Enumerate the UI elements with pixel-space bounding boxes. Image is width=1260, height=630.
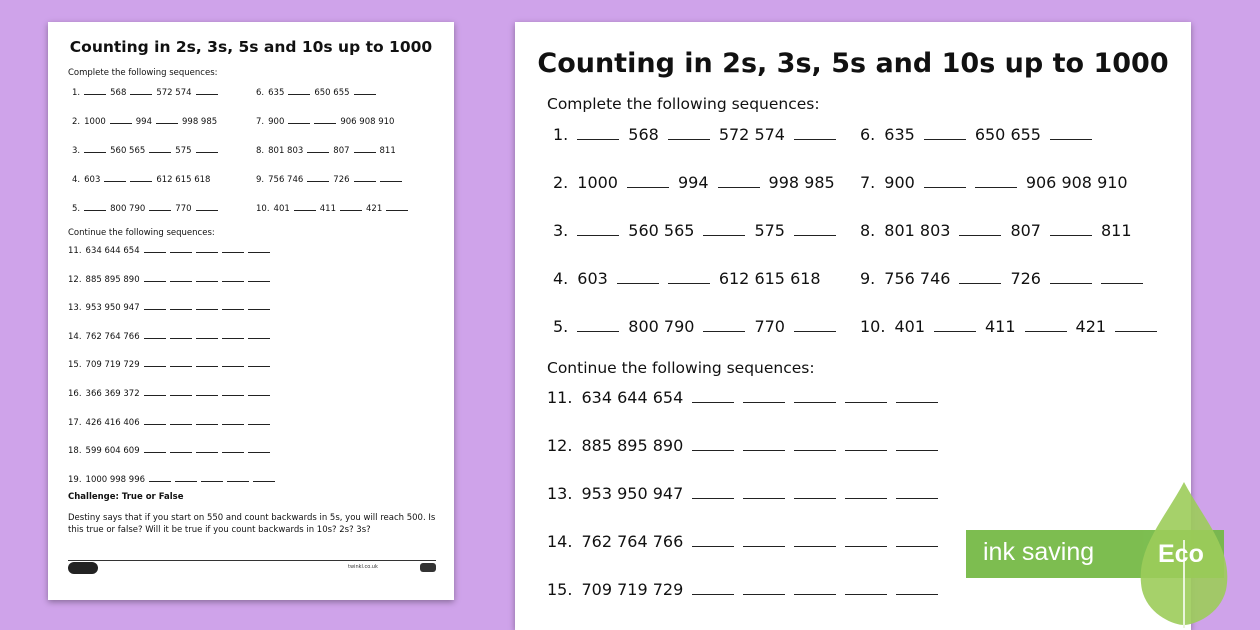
answer-blank[interactable]	[196, 387, 218, 396]
sequence-value: 994	[135, 117, 152, 127]
sequence-value: 811	[1100, 221, 1132, 240]
answer-blank[interactable]	[248, 244, 270, 253]
answer-blank[interactable]	[84, 202, 106, 211]
answer-blank[interactable]	[386, 202, 408, 211]
answer-blank[interactable]	[144, 330, 166, 339]
sequence-start: 1000 998 996	[85, 474, 146, 485]
answer-blank[interactable]	[130, 173, 152, 182]
continue-row	[68, 244, 274, 256]
question-number: 1.	[72, 88, 81, 98]
challenge-title: Challenge: True or False	[68, 492, 184, 502]
answer-blank[interactable]	[703, 221, 745, 236]
sequence-value: 612 615 618	[718, 269, 821, 288]
answer-blank[interactable]	[196, 301, 218, 310]
answer-blank[interactable]	[144, 416, 166, 425]
challenge-text: Destiny says that if you start on 550 and count backwards in 5s, you will reach 500. Is this true or false? Will it be true if you count backwards in 10s? 2s? 3s?	[68, 513, 436, 535]
sequence-value: 770	[175, 204, 192, 214]
answer-blank[interactable]	[196, 144, 218, 153]
answer-blank[interactable]	[924, 125, 966, 140]
question-number: 12.	[547, 436, 573, 455]
footer-logo	[420, 563, 436, 572]
sequence-value: 650 655	[314, 88, 350, 98]
continue-row	[68, 416, 274, 428]
sequence-value: 998 985	[768, 173, 835, 192]
answer-blank[interactable]	[896, 436, 938, 451]
question-number: 5.	[553, 317, 569, 336]
sequence-row	[860, 221, 1141, 240]
answer-blank[interactable]	[896, 484, 938, 499]
sequence-value: 568	[110, 88, 127, 98]
answer-blank[interactable]	[743, 580, 785, 595]
question-number: 7.	[256, 117, 265, 127]
answer-blank[interactable]	[307, 144, 329, 153]
continue-row	[547, 532, 947, 551]
answer-blank[interactable]	[577, 317, 619, 332]
answer-blank[interactable]	[248, 358, 270, 367]
sequence-row	[553, 317, 845, 336]
answer-blank[interactable]	[196, 86, 218, 95]
answer-blank[interactable]	[248, 273, 270, 282]
continue-row	[547, 484, 947, 503]
answer-blank[interactable]	[307, 173, 329, 182]
question-number: 3.	[553, 221, 569, 240]
question-number: 13.	[68, 303, 82, 314]
answer-blank[interactable]	[144, 244, 166, 253]
sequence-row	[860, 269, 1152, 288]
answer-blank[interactable]	[248, 416, 270, 425]
question-number: 14.	[547, 532, 573, 551]
question-number: 15.	[68, 360, 82, 371]
answer-blank[interactable]	[227, 473, 249, 482]
footer-url: twinkl.co.uk	[348, 564, 378, 570]
answer-blank[interactable]	[959, 269, 1001, 284]
sequence-value: 807	[333, 146, 350, 156]
answer-blank[interactable]	[743, 436, 785, 451]
sequence-start: 885 895 890	[85, 274, 140, 285]
answer-blank[interactable]	[196, 444, 218, 453]
sequence-start: 634 644 654	[581, 388, 684, 407]
answer-blank[interactable]	[354, 173, 376, 182]
sequence-value: 900	[884, 173, 915, 192]
sequence-value: 560 565	[628, 221, 695, 240]
answer-blank[interactable]	[845, 436, 887, 451]
answer-blank[interactable]	[288, 115, 310, 124]
answer-blank[interactable]	[743, 532, 785, 547]
small-complete-heading: Complete the following sequences:	[68, 68, 218, 78]
sequence-row	[553, 125, 845, 144]
answer-blank[interactable]	[196, 330, 218, 339]
sequence-start: 953 950 947	[581, 484, 684, 503]
question-number: 9.	[860, 269, 876, 288]
answer-blank[interactable]	[248, 330, 270, 339]
answer-blank[interactable]	[170, 244, 192, 253]
question-number: 1.	[553, 125, 569, 144]
sequence-start: 762 764 766	[85, 331, 140, 342]
answer-blank[interactable]	[692, 436, 734, 451]
answer-blank[interactable]	[794, 580, 836, 595]
answer-blank[interactable]	[222, 416, 244, 425]
answer-blank[interactable]	[354, 144, 376, 153]
sequence-row	[72, 115, 221, 127]
answer-blank[interactable]	[340, 202, 362, 211]
eco-label: Eco	[1158, 540, 1204, 568]
question-number: 13.	[547, 484, 573, 503]
sequence-value: 906 908 910	[340, 117, 395, 127]
answer-blank[interactable]	[144, 301, 166, 310]
answer-blank[interactable]	[170, 358, 192, 367]
answer-blank[interactable]	[794, 125, 836, 140]
question-number: 5.	[72, 204, 81, 214]
question-number: 14.	[68, 331, 82, 342]
continue-row	[68, 273, 274, 285]
answer-blank[interactable]	[743, 388, 785, 403]
sequence-value: 411	[985, 317, 1016, 336]
answer-blank[interactable]	[718, 173, 760, 188]
sequence-row	[256, 202, 412, 214]
sequence-value: 726	[333, 175, 350, 185]
answer-blank[interactable]	[144, 358, 166, 367]
answer-blank[interactable]	[110, 115, 132, 124]
answer-blank[interactable]	[577, 221, 619, 236]
answer-blank[interactable]	[1050, 221, 1092, 236]
sequence-value: 635	[884, 125, 915, 144]
answer-blank[interactable]	[703, 317, 745, 332]
question-number: 2.	[553, 173, 569, 192]
sequence-start: 634 644 654	[85, 246, 140, 256]
sequence-value: 612 615 618	[156, 175, 211, 185]
answer-blank[interactable]	[196, 358, 218, 367]
sequence-value: 568	[628, 125, 659, 144]
sequence-row	[860, 125, 1101, 144]
sequence-start: 366 369 372	[85, 389, 140, 399]
question-number: 11.	[68, 246, 82, 256]
answer-blank[interactable]	[1050, 125, 1092, 140]
sequence-value: 800 790	[110, 204, 146, 214]
answer-blank[interactable]	[144, 387, 166, 396]
answer-blank[interactable]	[692, 388, 734, 403]
sequence-value: 635	[268, 88, 285, 98]
sequence-row	[553, 269, 830, 288]
answer-blank[interactable]	[222, 330, 244, 339]
sequence-start: 426 416 406	[85, 417, 140, 428]
answer-blank[interactable]	[668, 125, 710, 140]
answer-blank[interactable]	[84, 86, 106, 95]
answer-blank[interactable]	[104, 173, 126, 182]
question-number: 8.	[860, 221, 876, 240]
sequence-row	[72, 173, 214, 185]
sequence-value: 603	[84, 175, 101, 185]
answer-blank[interactable]	[668, 269, 710, 284]
question-number: 18.	[68, 446, 82, 457]
continue-row	[68, 330, 274, 342]
answer-blank[interactable]	[1025, 317, 1067, 332]
page-title: Counting in 2s, 3s, 5s and 10s up to 1000	[537, 48, 1169, 79]
question-number: 6.	[860, 125, 876, 144]
answer-blank[interactable]	[924, 173, 966, 188]
answer-blank[interactable]	[794, 317, 836, 332]
answer-blank[interactable]	[248, 387, 270, 396]
answer-blank[interactable]	[692, 484, 734, 499]
sequence-value: 770	[754, 317, 785, 336]
sequence-start: 599 604 609	[85, 446, 140, 457]
continue-heading: Continue the following sequences:	[547, 359, 815, 377]
answer-blank[interactable]	[170, 273, 192, 282]
answer-blank[interactable]	[222, 387, 244, 396]
sequence-row	[553, 221, 845, 240]
sequence-value: 998 985	[182, 117, 218, 127]
answer-blank[interactable]	[692, 580, 734, 595]
sequence-value: 801 803	[268, 146, 304, 156]
answer-blank[interactable]	[794, 436, 836, 451]
question-number: 12.	[68, 274, 82, 285]
answer-blank[interactable]	[794, 484, 836, 499]
answer-blank[interactable]	[577, 125, 619, 140]
answer-blank[interactable]	[975, 173, 1017, 188]
answer-blank[interactable]	[288, 86, 310, 95]
sequence-row	[256, 115, 398, 127]
answer-blank[interactable]	[144, 444, 166, 453]
small-title: Counting in 2s, 3s, 5s and 10s up to 1000	[69, 38, 433, 56]
ink-saving-label: ink saving	[983, 538, 1095, 566]
answer-blank[interactable]	[380, 173, 402, 182]
eco-badge	[966, 480, 1260, 630]
sequence-value: 800 790	[628, 317, 695, 336]
continue-row	[68, 444, 274, 456]
answer-blank[interactable]	[617, 269, 659, 284]
answer-blank[interactable]	[845, 580, 887, 595]
sequence-value: 1000	[577, 173, 618, 192]
question-number: 4.	[553, 269, 569, 288]
question-number: 10.	[860, 317, 886, 336]
question-number: 11.	[547, 388, 573, 407]
answer-blank[interactable]	[222, 301, 244, 310]
answer-blank[interactable]	[692, 532, 734, 547]
question-number: 15.	[547, 580, 573, 599]
answer-blank[interactable]	[1101, 269, 1143, 284]
answer-blank[interactable]	[794, 388, 836, 403]
continue-row	[68, 473, 279, 485]
answer-blank[interactable]	[196, 202, 218, 211]
sequence-start: 885 895 890	[581, 436, 684, 455]
answer-blank[interactable]	[196, 416, 218, 425]
question-number: 6.	[256, 88, 265, 98]
answer-blank[interactable]	[896, 388, 938, 403]
question-number: 4.	[72, 175, 81, 185]
answer-blank[interactable]	[314, 115, 336, 124]
sequence-value: 572 574	[718, 125, 785, 144]
answer-blank[interactable]	[130, 86, 152, 95]
sequence-row	[553, 173, 844, 192]
answer-blank[interactable]	[794, 221, 836, 236]
answer-blank[interactable]	[170, 387, 192, 396]
sequence-value: 994	[677, 173, 709, 192]
answer-blank[interactable]	[144, 273, 166, 282]
answer-blank[interactable]	[794, 532, 836, 547]
answer-blank[interactable]	[959, 221, 1001, 236]
answer-blank[interactable]	[354, 86, 376, 95]
answer-blank[interactable]	[149, 144, 171, 153]
answer-blank[interactable]	[248, 301, 270, 310]
answer-blank[interactable]	[248, 444, 270, 453]
small-continue-heading: Continue the following sequences:	[68, 228, 215, 238]
answer-blank[interactable]	[934, 317, 976, 332]
continue-row	[68, 358, 274, 370]
twinkl-logo	[68, 562, 98, 574]
answer-blank[interactable]	[222, 444, 244, 453]
sequence-value: 572 574	[156, 88, 192, 98]
answer-blank[interactable]	[222, 244, 244, 253]
question-number: 10.	[256, 204, 270, 214]
sequence-row	[256, 144, 400, 156]
sequence-value: 603	[577, 269, 608, 288]
continue-row	[547, 436, 947, 455]
answer-blank[interactable]	[170, 330, 192, 339]
question-number: 9.	[256, 175, 265, 185]
sequence-value: 756 746	[884, 269, 951, 288]
answer-blank[interactable]	[627, 173, 669, 188]
answer-blank[interactable]	[222, 273, 244, 282]
answer-blank[interactable]	[896, 532, 938, 547]
answer-blank[interactable]	[845, 532, 887, 547]
sequence-row	[72, 202, 222, 214]
answer-blank[interactable]	[196, 273, 218, 282]
question-number: 19.	[68, 474, 82, 485]
sequence-row	[256, 86, 380, 98]
sequence-value: 726	[1010, 269, 1041, 288]
answer-blank[interactable]	[845, 484, 887, 499]
answer-blank[interactable]	[294, 202, 316, 211]
question-number: 3.	[72, 146, 81, 156]
sequence-value: 401	[273, 204, 290, 214]
question-number: 16.	[68, 389, 82, 399]
sequence-value: 1000	[84, 117, 106, 127]
sequence-value: 575	[175, 146, 192, 156]
sequence-start: 953 950 947	[85, 303, 140, 314]
sequence-value: 756 746	[268, 175, 304, 185]
answer-blank[interactable]	[1050, 269, 1092, 284]
sequence-start: 709 719 729	[581, 580, 684, 599]
continue-row	[547, 580, 947, 599]
question-number: 7.	[860, 173, 876, 192]
answer-blank[interactable]	[196, 244, 218, 253]
question-number: 2.	[72, 117, 81, 127]
sequence-row	[256, 173, 406, 185]
continue-row	[547, 388, 947, 407]
sequence-value: 411	[319, 204, 336, 214]
answer-blank[interactable]	[253, 473, 275, 482]
sequence-value: 900	[268, 117, 285, 127]
answer-blank[interactable]	[149, 202, 171, 211]
worksheet-thumbnail[interactable]	[48, 22, 454, 600]
answer-blank[interactable]	[156, 115, 178, 124]
sequence-row	[860, 317, 1166, 336]
sequence-value: 421	[1075, 317, 1107, 336]
sequence-row	[860, 173, 1137, 192]
sequence-value: 811	[379, 146, 396, 156]
answer-blank[interactable]	[84, 144, 106, 153]
question-number: 17.	[68, 417, 82, 428]
question-number: 8.	[256, 146, 265, 156]
sequence-value: 906 908 910	[1025, 173, 1128, 192]
answer-blank[interactable]	[175, 473, 197, 482]
sequence-value: 575	[754, 221, 785, 240]
answer-blank[interactable]	[170, 416, 192, 425]
sequence-value: 801 803	[884, 221, 951, 240]
sequence-value: 421	[366, 204, 383, 214]
sequence-value: 401	[894, 317, 925, 336]
answer-blank[interactable]	[222, 358, 244, 367]
sequence-value: 807	[1010, 221, 1041, 240]
answer-blank[interactable]	[149, 473, 171, 482]
footer-divider	[68, 560, 436, 561]
answer-blank[interactable]	[170, 301, 192, 310]
complete-heading: Complete the following sequences:	[547, 95, 820, 113]
answer-blank[interactable]	[845, 388, 887, 403]
answer-blank[interactable]	[743, 484, 785, 499]
answer-blank[interactable]	[896, 580, 938, 595]
sequence-row	[72, 144, 222, 156]
answer-blank[interactable]	[201, 473, 223, 482]
continue-row	[68, 301, 274, 313]
answer-blank[interactable]	[1115, 317, 1157, 332]
answer-blank[interactable]	[170, 444, 192, 453]
sequence-start: 709 719 729	[85, 360, 140, 371]
sequence-value: 650 655	[974, 125, 1041, 144]
sequence-value: 560 565	[110, 146, 146, 156]
continue-row	[68, 387, 274, 399]
sequence-row	[72, 86, 222, 98]
sequence-start: 762 764 766	[581, 532, 684, 551]
